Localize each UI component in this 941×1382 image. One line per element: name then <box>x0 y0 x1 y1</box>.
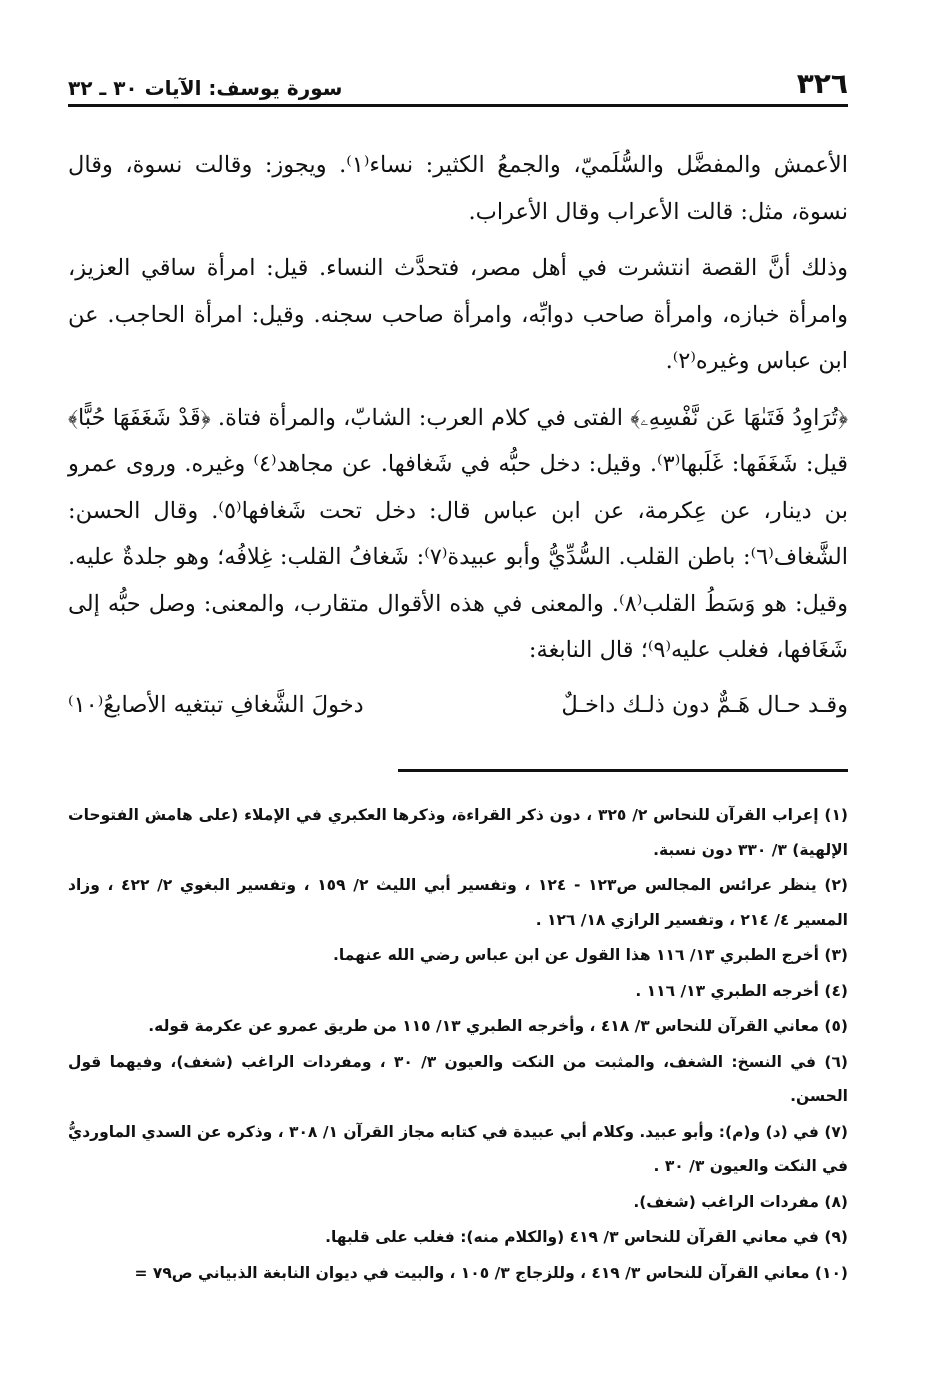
footnotes <box>68 798 848 1291</box>
footnote-divider <box>398 769 848 772</box>
footnote: (٧) في (د) و(م): وأبو عبيد. وكلام أبي عبيدة في كتابه مجاز القرآن ١/ ٣٠٨ ، وذكره عن السدي الماورديُّ في النكت والعيون ٣/ ٣٠ . <box>68 1122 848 1175</box>
footnote: (١) إعراب القرآن للنحاس ٢/ ٣٢٥ ، دون ذكر القراءة، وذكرها العكبري في الإملاء (على هامش الفتوحات الإلهية) ٣/ ٣٣٠ دون نسبة. <box>68 806 848 859</box>
footnote: (٦) في النسخ: الشغف، والمثبت من النكت والعيون ٣/ ٣٠ ، ومفردات الراغب (شغف)، وفيهما قول الحسن. <box>68 1052 848 1105</box>
footnote: (٤) أخرجه الطبري ١٣/ ١١٦ . <box>635 981 848 1000</box>
poetry-verse <box>68 682 848 729</box>
page-header <box>68 66 848 107</box>
page-number: ٣٢٦ <box>796 67 848 100</box>
footnote: (٨) مفردات الراغب (شغف). <box>633 1192 848 1211</box>
footnote: (١٠) معاني القرآن للنحاس ٣/ ٤١٩ ، وللزجاج ٣/ ١٠٥ ، والبيت في ديوان النابغة الذبياني ص٧٩ = <box>134 1263 848 1282</box>
main-text <box>68 142 848 728</box>
paragraph: ﴿تُرَاوِدُ فَتَىٰهَا عَن نَّفْسِهِۦ﴾ الفتى في كلام العرب: الشابّ، والمرأة فتاة. ﴿قَدْ شَغَفَهَا حُبًّا﴾ قيل: شَغَفَها: غَلَبها⁽٣⁾. وقيل: دخل حبُّه في شَغافها. عن مجاهد⁽٤⁾ وغيره. وروى عمرو بن دينار، عن عِكرمة، عن ابن عباس قال: دخل تحت شَغافها⁽٥⁾. وقال الحسن: الشَّغاف⁽٦⁾: باطن القلب. السُّدِّيُّ وأبو عبيدة⁽٧⁾: شَغافُ القلب: غِلافُه؛ وهو جلدةٌ عليه. وقيل: هو وَسَطُ القلب⁽٨⁾. والمعنى في هذه الأقوال متقارب، والمعنى: وصل حبُّه إلى شَغَافها، فغلب عليه⁽٩⁾؛ قال النابغة: <box>68 404 849 663</box>
paragraph: وذلك أنَّ القصة انتشرت في أهل مصر، فتحدَّث النساء. قيل: امرأة ساقي العزيز، وامرأة خبازه، وامرأة صاحب دوابِّه، وامرأة صاحب سجنه. وقيل: امرأة الحاجب. عن ابن عباس وغيره⁽٢⁾. <box>68 255 848 374</box>
surah-title: سورة يوسف: الآيات ٣٠ ـ ٣٢ <box>68 76 343 100</box>
verse-first-hemistich: وقـد حـال هَـمٌّ دون ذلـك داخـلٌ <box>561 691 848 718</box>
verse-second-hemistich: دخولَ الشَّغافِ تبتغيه الأصابعُ⁽١٠⁾ <box>68 691 364 718</box>
footnote: (٩) في معاني القرآن للنحاس ٣/ ٤١٩ (والكلام منه): فغلب على قلبها. <box>325 1228 848 1246</box>
footnote: (٣) أخرج الطبري ١٣/ ١١٦ هذا القول عن ابن عباس رضي الله عنهما. <box>333 946 848 964</box>
footnote: (٥) معاني القرآن للنحاس ٣/ ٤١٨ ، وأخرجه الطبري ١٣/ ١١٥ من طريق عمرو عن عكرمة قوله. <box>148 1017 848 1035</box>
footnote: (٢) ينظر عرائس المجالس ص١٢٣ - ١٢٤ ، وتفسير أبي الليث ٢/ ١٥٩ ، وتفسير البغوي ٢/ ٤٢٢ ، وزاد المسير ٤/ ٢١٤ ، وتفسير الرازي ١٨/ ١٢٦ . <box>68 876 848 929</box>
paragraph: الأعمش والمفضَّل والسُّلَميّ، والجمعُ الكثير: نساء⁽١⁾. ويجوز: وقالت نسوة، وقال نسوة، مثل: قالت الأعراب وقال الأعراب. <box>68 152 848 225</box>
